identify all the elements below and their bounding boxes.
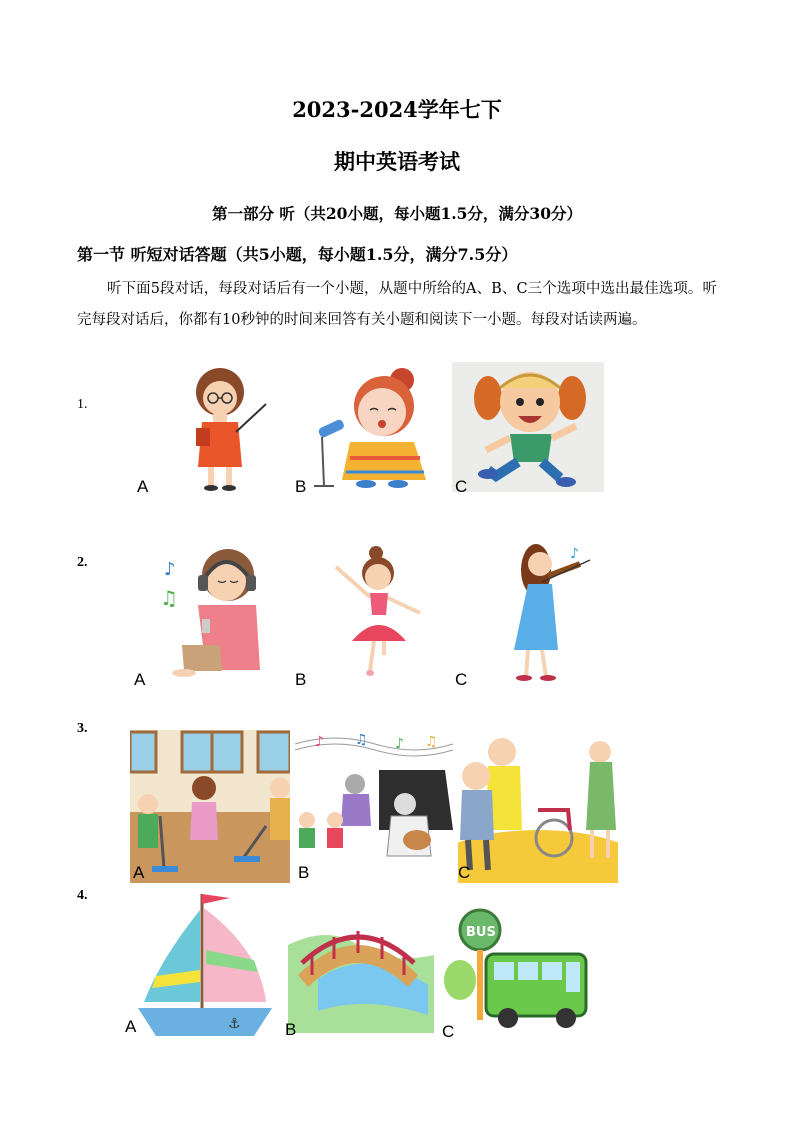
- helping-elderly-icon: [458, 730, 618, 883]
- svg-text:⚓: ⚓: [228, 1016, 241, 1032]
- svg-text:♫: ♫: [160, 586, 178, 610]
- option-b-label[interactable]: B: [295, 477, 307, 496]
- option-a-label[interactable]: A: [133, 863, 145, 882]
- cleaning-classroom-icon: [130, 730, 290, 883]
- listening-music-icon: [160, 545, 265, 680]
- option-a-label[interactable]: A: [125, 1017, 137, 1036]
- sailboat-icon: [130, 890, 280, 1040]
- option-b-label[interactable]: B: [298, 863, 310, 882]
- option-a-label[interactable]: A: [134, 670, 146, 689]
- option-c-label[interactable]: C: [442, 1022, 455, 1041]
- question-number: 4.: [77, 888, 88, 903]
- svg-text:♫: ♫: [355, 732, 368, 748]
- question-number: 3.: [77, 721, 88, 736]
- section-instructions: 听下面5段对话，每段对话后有一个小题，从题中所给的A、B、C三个选项中选出最佳选项。听完每段对话后，你都有10秒钟的时间来回答有关小题和阅读下一小题。每段对话读两遍。: [77, 281, 717, 328]
- section-one-heading: 第一节 听短对话答题（共5小题，每小题1.5分，满分7.5分）: [77, 245, 518, 264]
- question-number: 1.: [77, 397, 88, 412]
- option-c-label[interactable]: C: [455, 477, 468, 496]
- singer-icon: [302, 362, 440, 492]
- option-a-label[interactable]: A: [137, 477, 149, 496]
- question-number: 2.: [77, 555, 88, 570]
- exam-year-title: 2023-2024学年七下: [292, 97, 502, 122]
- svg-text:♪: ♪: [570, 546, 579, 562]
- running-girl-icon: [452, 362, 604, 492]
- svg-text:♪: ♪: [315, 734, 324, 750]
- teacher-icon: [180, 362, 275, 492]
- bridge-icon: [288, 915, 434, 1033]
- option-c-label[interactable]: C: [458, 863, 471, 882]
- bus-stop-icon: [442, 890, 592, 1035]
- option-c-label[interactable]: C: [455, 670, 468, 689]
- exam-title: 期中英语考试: [334, 149, 460, 174]
- option-b-label[interactable]: B: [295, 670, 307, 689]
- svg-text:♪: ♪: [164, 559, 176, 580]
- svg-text:♫: ♫: [425, 734, 438, 750]
- ballet-dancer-icon: [330, 545, 425, 680]
- svg-text:BUS: BUS: [466, 925, 496, 940]
- music-concert-icon: [295, 730, 453, 883]
- part-one-heading: 第一部分 听（共20小题，每小题1.5分，满分30分）: [211, 204, 582, 223]
- violin-player-icon: [500, 540, 595, 685]
- option-b-label[interactable]: B: [285, 1020, 297, 1039]
- svg-text:♪: ♪: [395, 736, 404, 752]
